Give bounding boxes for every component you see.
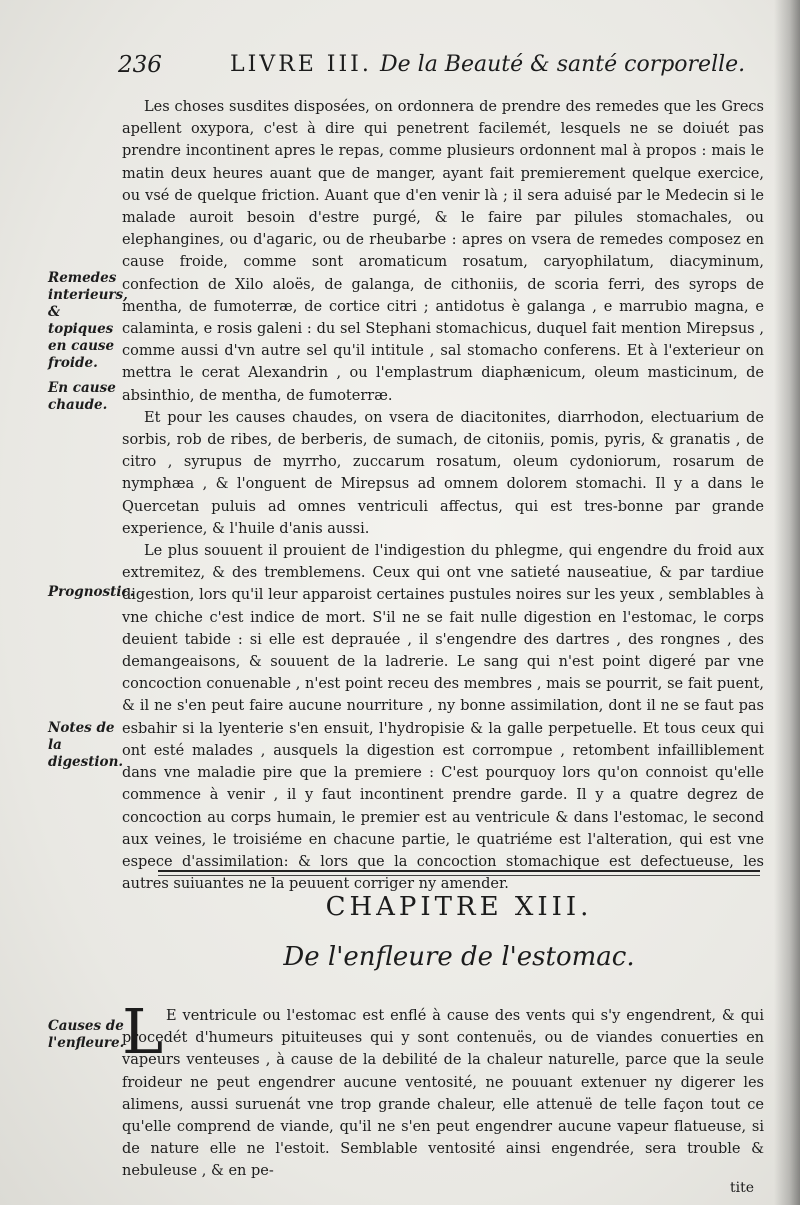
margin-note-hot-cause: En cause chaude. bbox=[48, 380, 116, 413]
margin-note-swelling-causes: Causes de l'enfleure. bbox=[48, 1018, 125, 1051]
chapter-title: De l'enfleure de l'estomac. bbox=[283, 942, 635, 972]
chapter-paragraph: E ventricule ou l'estomac est enflé à cause des vents qui s'y engendrent, & qui procedét d'humeurs pituiteuses qui y sont contenuës, ou de viandes conuerties en vapeurs venteuses , à cause de la debilité de la chaleur naturelle, parce que la seule froideur ne peut engendrer aucune ventosité, ne pouuant extenuer ny digerer les alimens, aussi suruenát vne trop grande chaleur, elle attenuë de telle façon tout ce qu'elle comprend de viande, qu'il ne s'en peut engendrer aucune vapeur flatueuse, si de nature elle ne l'estoit. Semblable ventosité ainsi engendrée, sera trouble & nebuleuse , & en pe- bbox=[122, 1008, 764, 1180]
margin-note-cold-remedies: Remedes interieurs, & topiques en cause froide. bbox=[48, 270, 128, 371]
running-title: De la Beauté & santé corporelle. bbox=[380, 52, 746, 77]
chapter-rule bbox=[158, 870, 760, 872]
chapter-rule-thin bbox=[158, 875, 760, 876]
running-header bbox=[118, 52, 746, 86]
section-body bbox=[122, 96, 764, 895]
paragraph-indigestion: Le plus souuent il prouient de l'indigestion du phlegme, qui engendre du froid aux extremitez, & des tremblemens. Ceux qui ont vne satieté nauseatiue, & par tardiue digestion, lors qu'il leur apparoist certaines pustules noires sur les yeux , semblables à vne chiche c'est indice de mort. S'il ne se fait nulle digestion en l'estomac, le corps deuient tabide : si elle est deprauée , il s'engendre des dartres , des rongnes , des demangeaisons, & souuent de la ladrerie. Le sang qui n'est point digeré par vne concoction conuenable , n'est point receu des membres , mais se pourrit, se fait puent, & il ne s'en peut faire aucune nourriture , ny bonne assimilation, dont il ne se faut pas esbahir si la lyenterie s'en ensuit, l'hydropisie & la galle perpetuelle. Et tous ceux qui ont esté malades , ausquels la digestion est corrompue , retombent infailliblement dans vne maladie pire que la premiere : C'est pourquoy lors qu'on connoist qu'elle commence à venir , il y faut incontinent prendre garde. Il y a quatre degrez de concoction au corps humain, le premier est au ventricule & dans l'estomac, le second aux veines, le troisiéme en chacune partie, le quatriéme est l'alteration, qui est vne espece d'assimilation: & lors que la concoction stomachique est defectueuse, les autres suiuantes ne la peuuent corriger ny amender. bbox=[122, 543, 764, 893]
chapter-body bbox=[122, 995, 764, 1183]
page-number: 236 bbox=[118, 52, 162, 78]
margin-note-prognostic: Prognostic. bbox=[48, 584, 135, 600]
catchword: tite bbox=[730, 1180, 755, 1196]
page-gutter-shadow bbox=[774, 0, 800, 1205]
margin-note-digestion: Notes de la digestion. bbox=[48, 720, 124, 770]
running-book-label: LIVRE III. bbox=[230, 52, 372, 77]
drop-cap: L bbox=[122, 995, 164, 1068]
paragraph-hot-remedies: Et pour les causes chaudes, on vsera de diacitonites, diarrhodon, electuarium de sorbis, rob de ribes, de berberis, de sumach, de citoniis, pomis, pyris, & granatis , de citro , syrupus de myrrho, zuccarum rosatum, oleum cydoniorum, rosarum de nymphæa , & l'onguent de Mirepsus ad omnem dolorem stomachi. Il y a dans le Quercetan puluis ad omnes ventriculi affectus, qui est tres-bonne par grande experience, & l'huile d'anis aussi. bbox=[122, 409, 764, 537]
paragraph-cold-remedies: Les choses susdites disposées, on ordonnera de prendre des remedes que les Grecs apellent oxypora, c'est à dire qui penetrent facilemét, lesquels ne se doiuét pas prendre incontinent apres le repas, comme plusieurs ordonnent mal à propos : mais le matin deux heures auant que de manger, ayant fait premierement quelque exercice, ou vsé de quelque friction. Auant que d'en venir là ; il sera aduisé par le Medecin si le malade auroit besoin d'estre purgé, & le faire par pilules stomachales, ou elephangines, ou d'agaric, ou de rheubarbe : apres on vsera de remedes composez en cause froide, comme sont aromaticum rosatum, caryophilatum, diacyminum, confection de Xilo aloës, de galanga, de cithoniis, de scoria ferri, des syrops de mentha, de fumoterræ, de cortice citri ; antidotus è galanga , e marrubio magna, e calaminta, e rosis galeni : du sel Stephani stomachicus, duquel fait mention Mirepsus , comme aussi d'vn autre sel qu'il intitule , sal stomacho conferens. Et à l'exterieur on mettra le cerat Alexandrin , ou l'emplastrum diaphænicum, oleum masticinum, de absinthio, de mentha, de fumoterræ. bbox=[122, 99, 764, 404]
chapter-number: CHAPITRE XIII. bbox=[325, 892, 593, 922]
